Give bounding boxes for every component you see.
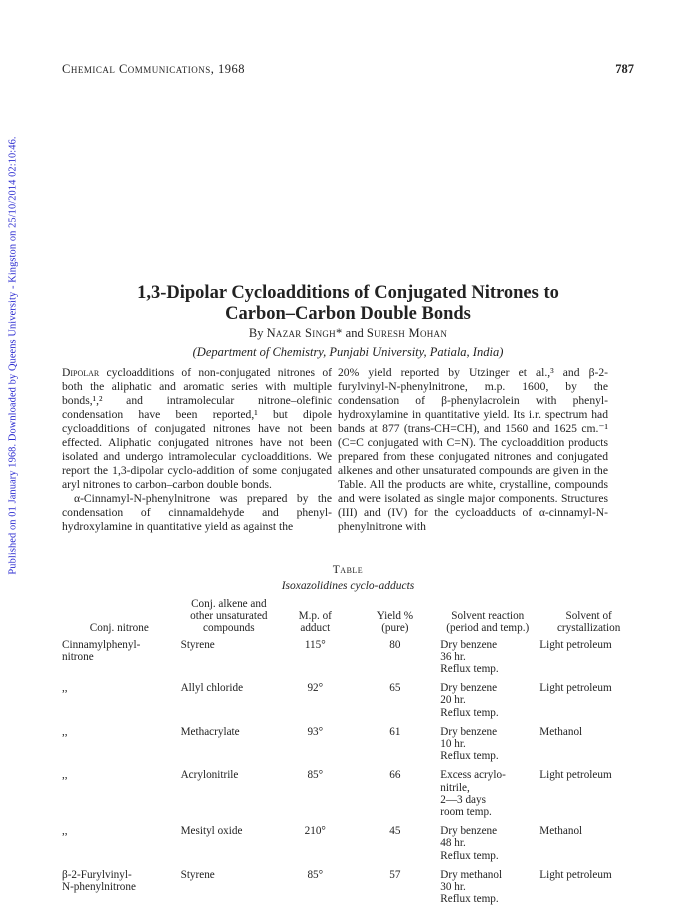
cell-mp: 85° — [307, 868, 324, 881]
cell-reaction: Dry benzene 36 hr. Reflux temp. — [440, 638, 499, 676]
cell-yield: 57 — [389, 868, 401, 881]
cell-mp: 93° — [307, 725, 324, 738]
paragraph: α-Cinnamyl-N-phenylnitrone was prepared by the condensation of cinnamaldehyde and phenyl-hydroxylamine in quantitative yield as against the — [62, 492, 332, 533]
cell-mp: 115° — [304, 638, 326, 651]
cell-nitrone: β-2-Furylvinyl- N-phenylnitrone — [62, 868, 136, 894]
cell-crystallization: Light petroleum — [539, 868, 612, 881]
download-watermark-text: Published on 01 January 1968. Downloaded by Queens University - Kingston on 25/10/2014 02:10:46. — [7, 135, 19, 575]
cell-crystallization: Light petroleum — [539, 769, 612, 782]
paragraph — [62, 366, 332, 492]
cell-alkene: Methacrylate — [180, 725, 240, 738]
and-word: and — [345, 326, 364, 340]
column-header: Solvent of crystallization — [556, 610, 621, 635]
table-row — [60, 681, 640, 725]
body-column-right — [338, 366, 608, 534]
paragraph: 20% yield reported by Utzinger et al.,³ and β-2-furylvinyl-N-phenylnitrone, m.p. 1600, by the condensation of β-phenylacrolein with phenyl-hydroxylamine in quantitative yield. Its i.r. spectrum had bands at 877 (trans-CH=CH), and 1560 and 1625 cm.⁻¹ (C=C conjugated with C=N). The cycloaddition products prepared from these conjugated nitrones and conjugated alkenes and other unsaturated compounds are given in the Table. All the products are white, crystalline, compounds and were isolated as single major components. Structures (III) and (IV) for the cycloadducts of α-cinnamyl-N-phenylnitrone with — [338, 366, 608, 533]
journal-name: Chemical Communications, 1968 — [62, 62, 246, 76]
cell-yield: 66 — [389, 769, 401, 782]
cell-alkene: Styrene — [180, 868, 215, 881]
table-row — [60, 725, 640, 769]
column-header: Conj. nitrone — [89, 622, 149, 635]
body-column-left — [62, 366, 332, 534]
column-header: Conj. alkene and other unsaturated compounds — [190, 598, 268, 635]
table-header-row — [60, 598, 640, 638]
column-header: Yield % (pure) — [376, 610, 414, 635]
article-title-line-1: 1,3-Dipolar Cycloadditions of Conjugated Nitrones to — [137, 283, 559, 303]
affiliation: (Department of Chemistry, Punjabi University, Patiala, India) — [192, 345, 504, 359]
cell-nitrone: Cinnamylphenyl- nitrone — [62, 638, 141, 663]
data-table — [60, 598, 640, 911]
running-header — [62, 62, 634, 77]
cell-nitrone: ,, — [62, 769, 68, 782]
by-word: By — [248, 326, 264, 340]
column-header: Solvent reaction (period and temp.) — [446, 610, 530, 635]
article-title — [60, 283, 636, 325]
table-row — [60, 868, 640, 911]
lead-word: Dipolar — [62, 366, 100, 379]
table-row — [60, 768, 640, 824]
cell-yield: 80 — [389, 638, 401, 651]
cell-yield: 61 — [389, 725, 401, 738]
cell-mp: 210° — [304, 825, 326, 838]
table-title: Table — [332, 564, 364, 576]
cell-alkene: Allyl chloride — [180, 682, 244, 695]
cell-nitrone: ,, — [62, 725, 68, 738]
cell-crystallization: Light petroleum — [539, 682, 612, 695]
table-row — [60, 824, 640, 868]
cell-reaction: Dry benzene 48 hr. Reflux temp. — [440, 825, 499, 862]
cell-crystallization: Methanol — [539, 725, 583, 738]
cell-yield: 45 — [389, 825, 401, 838]
cell-mp: 85° — [307, 769, 324, 782]
page-number: 787 — [615, 62, 634, 76]
cell-nitrone: ,, — [62, 825, 68, 838]
table-subtitle: Isoxazolidines cyclo-adducts — [281, 580, 415, 592]
author-1: Nazar Singh* — [266, 326, 343, 340]
cell-crystallization: Light petroleum — [539, 638, 612, 651]
cell-alkene: Styrene — [180, 638, 215, 651]
cell-reaction: Dry benzene 20 hr. Reflux temp. — [440, 682, 499, 719]
cell-reaction: Dry benzene 10 hr. Reflux temp. — [440, 725, 499, 763]
cell-reaction: Dry methanol 30 hr. Reflux temp. — [440, 868, 503, 906]
cell-alkene: Acrylonitrile — [180, 769, 239, 782]
author-2: Suresh Mohan — [366, 326, 448, 340]
table-row — [60, 638, 640, 682]
author-line — [0, 326, 696, 341]
article-title-line-2: Carbon–Carbon Double Bonds — [225, 304, 471, 324]
cell-nitrone: ,, — [62, 682, 68, 695]
cell-reaction: Excess acrylo- nitrile, 2—3 days room temp. — [440, 769, 506, 819]
column-header: M.p. of adduct — [298, 610, 332, 635]
cell-alkene: Mesityl oxide — [180, 825, 243, 838]
cell-yield: 65 — [389, 682, 401, 695]
cell-crystallization: Methanol — [539, 825, 583, 838]
cell-mp: 92° — [307, 682, 324, 695]
paragraph-text: cycloadditions of non-conjugated nitrones of both the aliphatic and aromatic series with multiple bonds,¹,² and intramolecular nitrone–olefinic condensation have been reported,¹ but dipole cycloadditions of conjugated nitrones have not been effected. Aliphatic conjugated nitrones have not been isolated and undergo intramolecular cycloadditions. We report the 1,3-dipolar cyclo-addition of some conjugated aryl nitrones to carbon–carbon double bonds. — [62, 366, 332, 491]
